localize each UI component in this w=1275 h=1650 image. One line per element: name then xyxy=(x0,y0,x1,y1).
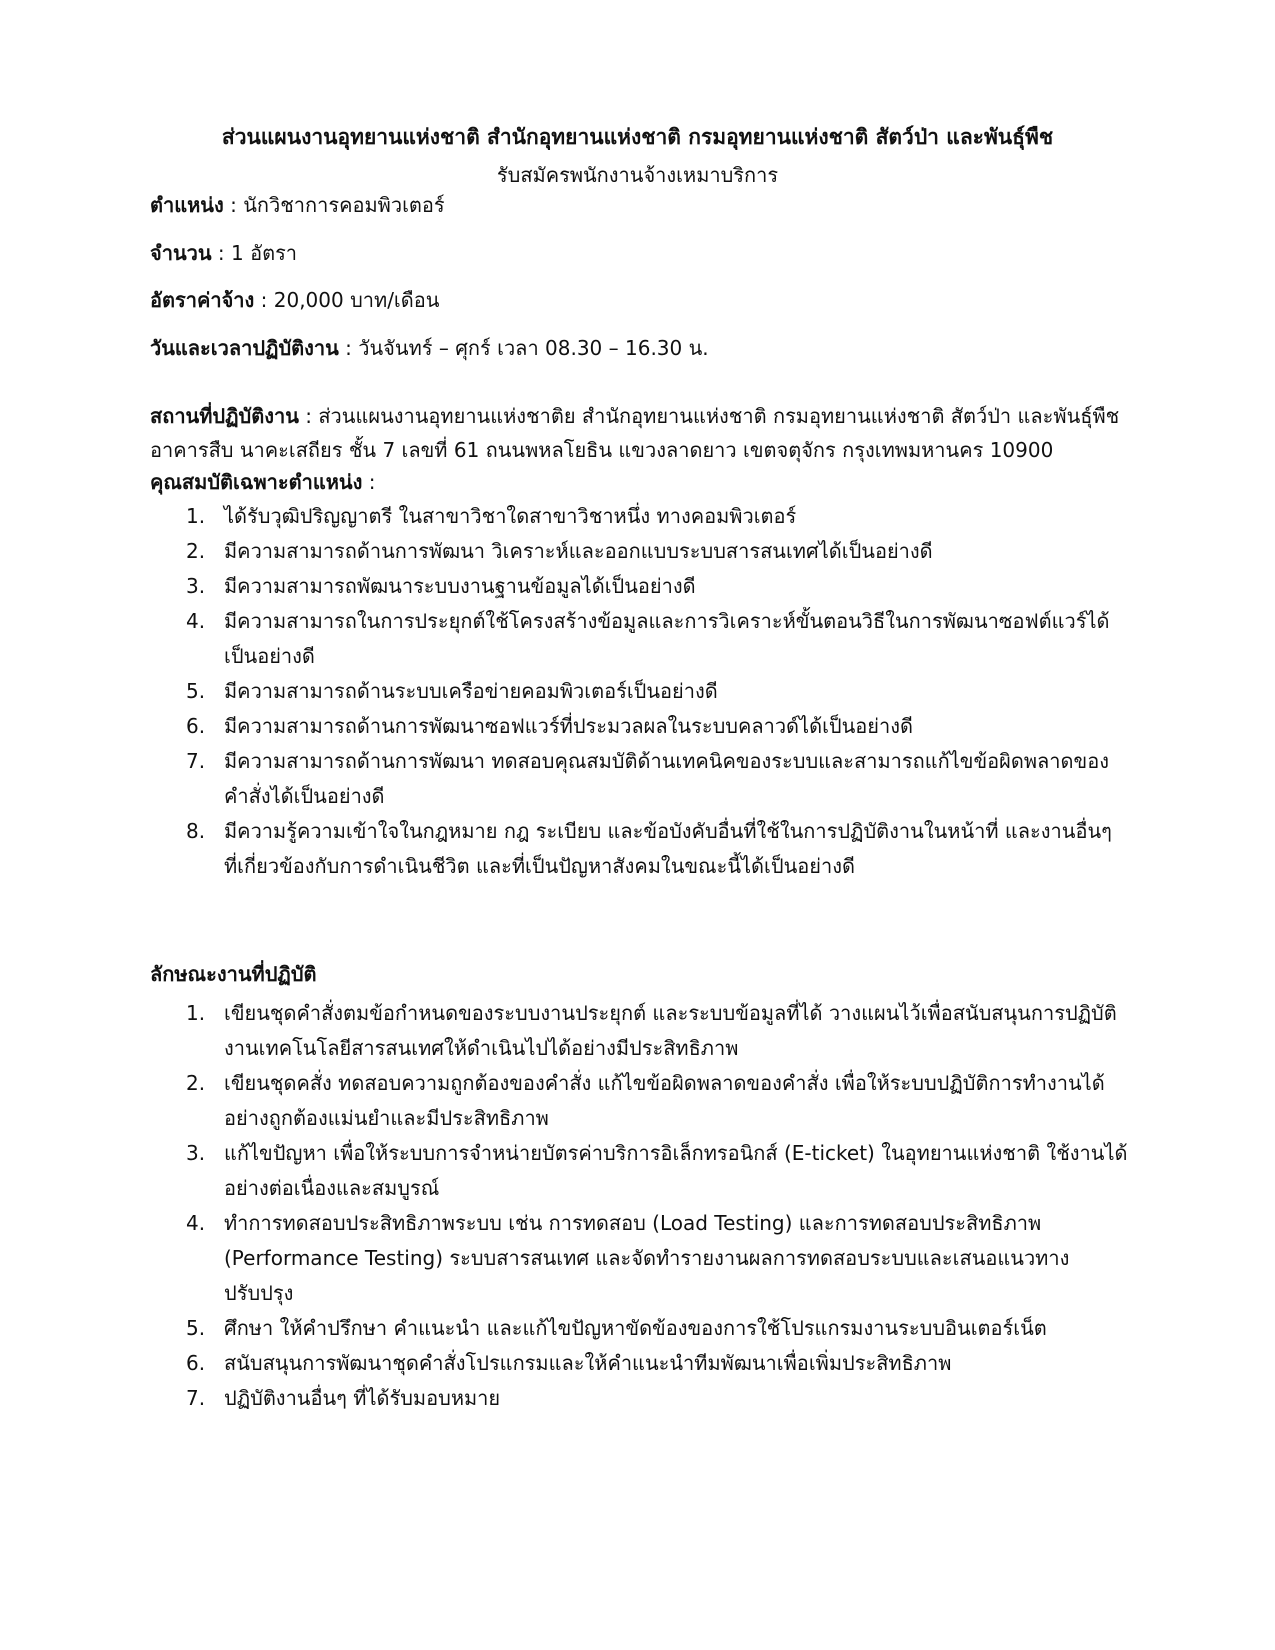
list-item xyxy=(150,1136,1130,1206)
qualifications-heading-suffix: : xyxy=(362,470,376,494)
qualifications-heading xyxy=(150,466,375,498)
duties-heading: ลักษณะงานที่ปฏิบัติ xyxy=(150,962,317,986)
list-item-text: มีความสามารถด้านการพัฒนาซอฟแวร์ที่ประมวลผลในระบบคลาวด์ได้เป็นอย่างดี xyxy=(224,714,914,738)
list-item xyxy=(150,1346,1130,1381)
document-title: ส่วนแผนงานอุทยานแห่งชาติ สำนักอุทยานแห่งชาติ กรมอุทยานแห่งชาติ สัตว์ป่า และพันธุ์พืช xyxy=(221,125,1054,149)
list-item xyxy=(150,499,1130,534)
count-value: : 1 อัตรา xyxy=(211,241,298,265)
list-item-number: 3. xyxy=(186,1141,206,1165)
list-item xyxy=(150,814,1130,884)
list-item-number: 7. xyxy=(186,749,206,773)
position-value: : นักวิชาการคอมพิวเตอร์ xyxy=(223,193,445,217)
count-label: จำนวน xyxy=(150,241,212,265)
list-item-number: 6. xyxy=(186,714,206,738)
duties-list xyxy=(150,996,1130,1416)
list-item xyxy=(150,1381,1130,1416)
list-item-number: 3. xyxy=(186,574,206,598)
list-item-number: 1. xyxy=(186,504,206,528)
work-time-value: : วันจันทร์ – ศุกร์ เวลา 08.30 – 16.30 น. xyxy=(338,336,709,360)
list-item xyxy=(150,709,1130,744)
list-item-number: 8. xyxy=(186,819,206,843)
location-field xyxy=(150,399,1130,467)
list-item xyxy=(150,996,1130,1066)
work-time-field xyxy=(150,331,1130,365)
salary-label: อัตราค่าจ้าง xyxy=(150,288,255,312)
list-item xyxy=(150,1311,1130,1346)
list-item-text: ศึกษา ให้คำปรึกษา คำแนะนำ และแก้ไขปัญหาขัดข้องของการใช้โปรแกรมงานระบบอินเตอร์เน็ต xyxy=(224,1316,1047,1340)
list-item-number: 1. xyxy=(186,1001,206,1025)
list-item-text: ปฏิบัติงานอื่นๆ ที่ได้รับมอบหมาย xyxy=(224,1386,501,1410)
list-item-number: 4. xyxy=(186,1211,206,1235)
list-item xyxy=(150,1206,1130,1311)
list-item-text: เขียนชุดคสั่ง ทดสอบความถูกต้องของคำสั่ง แก้ไขข้อผิดพลาดของคำสั่ง เพื่อให้ระบบปฏิบัติการทำงานได้อย่างถูกต้องแม่นยำและมีประสิทธิภาพ xyxy=(224,1071,1105,1130)
list-item xyxy=(150,674,1130,709)
list-item-number: 2. xyxy=(186,539,206,563)
list-item-text: มีความรู้ความเข้าใจในกฎหมาย กฎ ระเบียบ และข้อบังคับอื่นที่ใช้ในการปฏิบัติงานในหน้าที่ และงานอื่นๆ ที่เกี่ยวข้องกับการดำเนินชีวิต และที่เป็นปัญหาสังคมในขณะนี้ได้เป็นอย่างดี xyxy=(224,819,1112,878)
position-field xyxy=(150,188,1130,222)
location-label: สถานที่ปฏิบัติงาน xyxy=(150,404,299,428)
list-item-text: เขียนชุดคำสั่งตมข้อกำหนดของระบบงานประยุกต์ และระบบข้อมูลที่ได้ วางแผนไว้เพื่อสนับสนุนการปฏิบัติงานเทคโนโลยีสารสนเทศให้ดำเนินไปได้อย่างมีประสิทธิภาพ xyxy=(224,1001,1117,1060)
list-item-number: 5. xyxy=(186,1316,206,1340)
count-field xyxy=(150,236,1130,270)
location-value: : ส่วนแผนงานอุทยานแห่งชาติย สำนักอุทยานแห่งชาติ กรมอุทยานแห่งชาติ สัตว์ป่า และพันธุ์พืช อาคารสืบ นาคะเสถียร ชั้น 7 เลขที่ 61 ถนนพหลโยธิน แขวงลาดยาว เขตจตุจักร กรุงเทพมหานคร 10900 xyxy=(150,404,1120,462)
list-item xyxy=(150,569,1130,604)
list-item-text: มีความสามารถด้านระบบเครือข่ายคอมพิวเตอร์เป็นอย่างดี xyxy=(224,679,718,703)
list-item-text: มีความสามารถในการประยุกต์ใช้โครงสร้างข้อมูลและการวิเคราะห์ขั้นตอนวิธีในการพัฒนาซอฟต์แวร์ได้เป็นอย่างดี xyxy=(224,609,1110,668)
list-item-text: มีความสามารถด้านการพัฒนา วิเคราะห์และออกแบบระบบสารสนเทศได้เป็นอย่างดี xyxy=(224,539,933,563)
list-item-text: ได้รับวุฒิปริญญาตรี ในสาขาวิชาใดสาขาวิชาหนึ่ง ทางคอมพิวเตอร์ xyxy=(224,504,797,528)
list-item xyxy=(150,1066,1130,1136)
list-item-text: มีความสามารถด้านการพัฒนา ทดสอบคุณสมบัติด้านเทคนิคของระบบและสามารถแก้ไขข้อผิดพลาดของคำสั่งได้เป็นอย่างดี xyxy=(224,749,1109,808)
list-item-number: 7. xyxy=(186,1386,206,1410)
list-item xyxy=(150,604,1130,674)
list-item-number: 4. xyxy=(186,609,206,633)
qualifications-heading-text: คุณสมบัติเฉพาะตำแหน่ง xyxy=(150,470,363,494)
list-item xyxy=(150,744,1130,814)
list-item-number: 5. xyxy=(186,679,206,703)
list-item-number: 6. xyxy=(186,1351,206,1375)
position-label: ตำแหน่ง xyxy=(150,193,224,217)
work-time-label: วันและเวลาปฏิบัติงาน xyxy=(150,336,339,360)
list-item-text: สนับสนุนการพัฒนาชุดคำสั่งโปรแกรมและให้คำแนะนำทีมพัฒนาเพื่อเพิ่มประสิทธิภาพ xyxy=(224,1351,952,1375)
list-item-number: 2. xyxy=(186,1071,206,1095)
salary-field xyxy=(150,283,1130,317)
list-item xyxy=(150,534,1130,569)
list-item-text: แก้ไขปัญหา เพื่อให้ระบบการจำหน่ายบัตรค่าบริการอิเล็กทรอนิกส์ (E-ticket) ในอุทยานแห่งชาติ ใช้งานได้อย่างต่อเนื่องและสมบูรณ์ xyxy=(224,1141,1128,1200)
qualifications-list xyxy=(150,499,1130,884)
document-subtitle: รับสมัครพนักงานจ้างเหมาบริการ xyxy=(496,163,779,187)
list-item-text: มีความสามารถพัฒนาระบบงานฐานข้อมูลได้เป็นอย่างดี xyxy=(224,574,696,598)
list-item-text: ทำการทดสอบประสิทธิภาพระบบ เช่น การทดสอบ (Load Testing) และการทดสอบประสิทธิภาพ (Performance Testing) ระบบสารสนเทศ และจัดทำรายงานผลการทดสอบระบบและเสนอแนวทางปรับปรุง xyxy=(224,1211,1070,1305)
salary-value: : 20,000 บาท/เดือน xyxy=(254,288,440,312)
